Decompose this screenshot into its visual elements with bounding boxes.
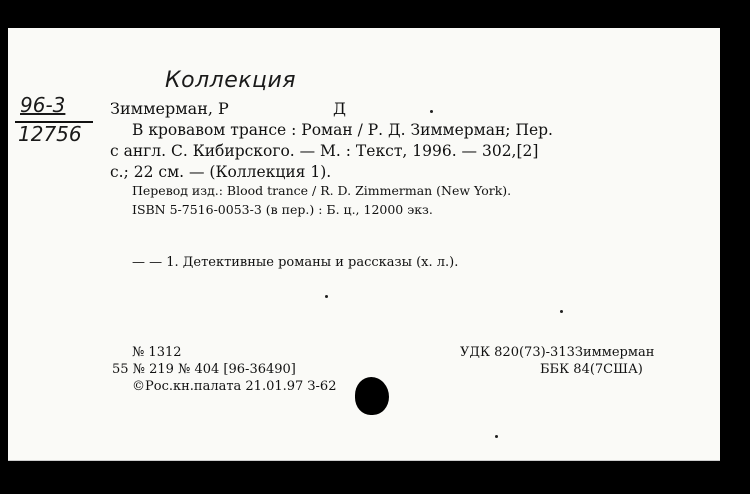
author-initial: Д: [333, 99, 347, 118]
registration-numbers: 55 № 219 № 404 [96-36490]: [112, 362, 296, 377]
shelf-mark-top: 96-3: [20, 93, 66, 117]
speck: [560, 310, 563, 313]
card-number: № 1312: [132, 345, 182, 360]
subject-heading: — — 1. Детективные романы и рассказы (х. л.).: [132, 255, 459, 270]
card-shadow-strip: [8, 462, 748, 480]
title-line-3: с.; 22 см. — (Коллекция 1).: [110, 163, 332, 181]
speck: [325, 295, 328, 298]
speck: [430, 110, 433, 113]
ink-blot: [355, 377, 389, 415]
chamber-imprint: ©Рос.кн.палата 21.01.97 З-62: [132, 379, 337, 394]
title-line-2: с англ. С. Кибирского. — М. : Текст, 1996. — 302,[2]: [110, 142, 539, 160]
title-line-1: В кровавом трансе : Роман / Р. Д. Зиммерман; Пер.: [132, 121, 553, 139]
speck: [495, 435, 498, 438]
author-name: Зиммерман, Р: [110, 99, 229, 118]
udk-code: УДК 820(73)-313Зиммерман: [460, 345, 655, 360]
isbn-note: ISBN 5-7516-0053-3 (в пер.) : Б. ц., 12000 экз.: [132, 202, 433, 217]
handwritten-collection-label: Коллекция: [165, 68, 297, 93]
shelf-mark-bottom: 12756: [18, 122, 82, 146]
bbk-code: ББК 84(7США): [540, 362, 643, 377]
original-title-note: Перевод изд.: Blood trance / R. D. Zimmerman (New York).: [132, 183, 512, 198]
